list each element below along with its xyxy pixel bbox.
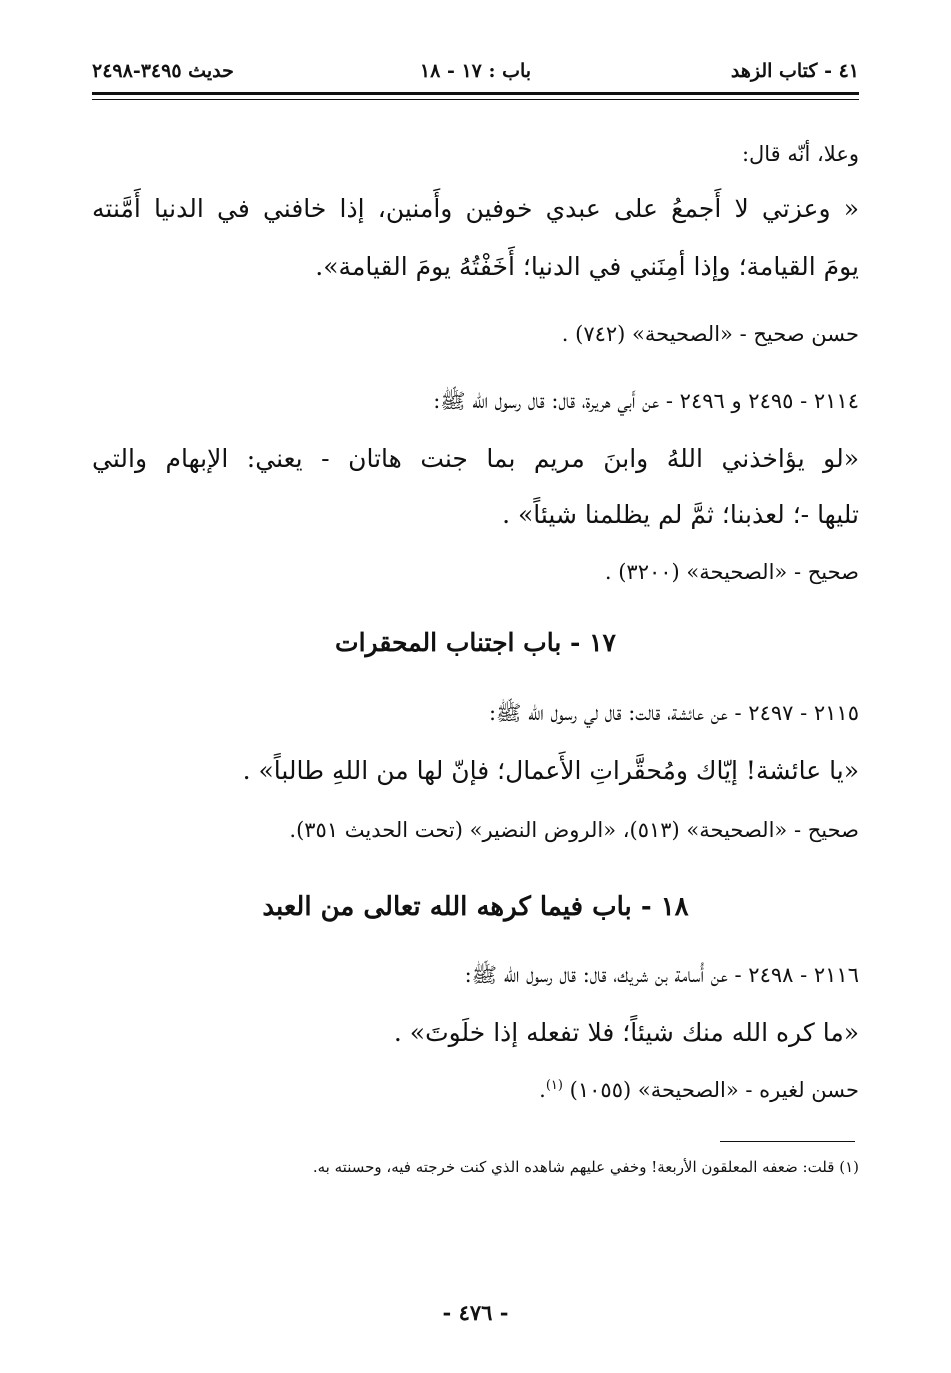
chapter-17-title: ١٧ - باب اجتناب المحقرات [335, 628, 616, 657]
chapter-18-title: ١٨ - باب فيما كرهه الله تعالى من العبد [262, 892, 689, 922]
footnote-text: (١) قلت: ضعفه المعلقون الأربعة! وخفي عليهم شاهده الذي كنت خرجته فيه، وحسنته به. [312, 1158, 859, 1176]
hadith-text-line: «ما كره الله منك شيئاً؛ فلا تفعله إذا خلَوتَ» . [393, 1018, 859, 1047]
footnote-separator [720, 1141, 855, 1142]
header-book-title: ٤١ - كتاب الزهد [730, 60, 859, 82]
hadith-text-line: تليها -؛ لعذبنا؛ ثمَّ لم يظلمنا شيئاً» . [502, 500, 859, 529]
hadith-text-line: « وعزتي لا أَجمعُ على عبدي خوفين وأَمنين، إذا خافني في الدنيا أَمَّنته [92, 194, 859, 223]
intro-line: وعلا، أنّه قال: [741, 142, 859, 166]
hadith-text-line: «لو يؤاخذني اللهُ وابنَ مريم بما جنت هاتان - يعني: الإبهام والتي [92, 444, 859, 473]
hadith-text-line: يومَ القيامة؛ وإذا أمِنَني في الدنيا؛ أَخَفْتُهُ يومَ القيامة». [315, 252, 859, 281]
page-number: - ٤٧٦ - [442, 1300, 509, 1325]
header-thick-rule [92, 92, 859, 95]
hadith-chain-line: ٢١١٦ - ٢٤٩٨ - عن أُسامة بن شريك، قال: قال رسول الله ﷺ: [464, 963, 859, 987]
grading-line [539, 1078, 859, 1102]
footnote-reference: (١) [545, 1078, 563, 1093]
header-hadith-range: حديث ٣٤٩٥-٢٤٩٨ [92, 60, 234, 82]
header-thin-rule [92, 99, 859, 100]
hadith-text-line: «يا عائشة! إيّاك ومُحقَّراتِ الأَعمال؛ فإنّ لها من اللهِ طالباً» . [242, 756, 859, 785]
grading-line: صحيح - «الصحيحة» (٣٢٠٠) . [604, 560, 859, 584]
grading-line: حسن صحيح - «الصحيحة» (٧٤٢) . [561, 322, 859, 346]
grading-line: صحيح - «الصحيحة» (٥١٣)، «الروض النضير» (تحت الحديث ٣٥١). [289, 818, 859, 842]
grading-end-mark: . [539, 1078, 546, 1102]
header-chapter-range: باب : ١٧ - ١٨ [419, 60, 532, 82]
grading-text: حسن لغيره - «الصحيحة» (١٠٥٥) [569, 1078, 859, 1102]
hadith-chain-line: ٢١١٤ - ٢٤٩٥ و ٢٤٩٦ - عن أَبي هريرة، قال: قال رسول الله ﷺ: [433, 389, 859, 413]
hadith-chain-line: ٢١١٥ - ٢٤٩٧ - عن عائشة، قالت: قال لي رسول الله ﷺ: [488, 701, 859, 725]
